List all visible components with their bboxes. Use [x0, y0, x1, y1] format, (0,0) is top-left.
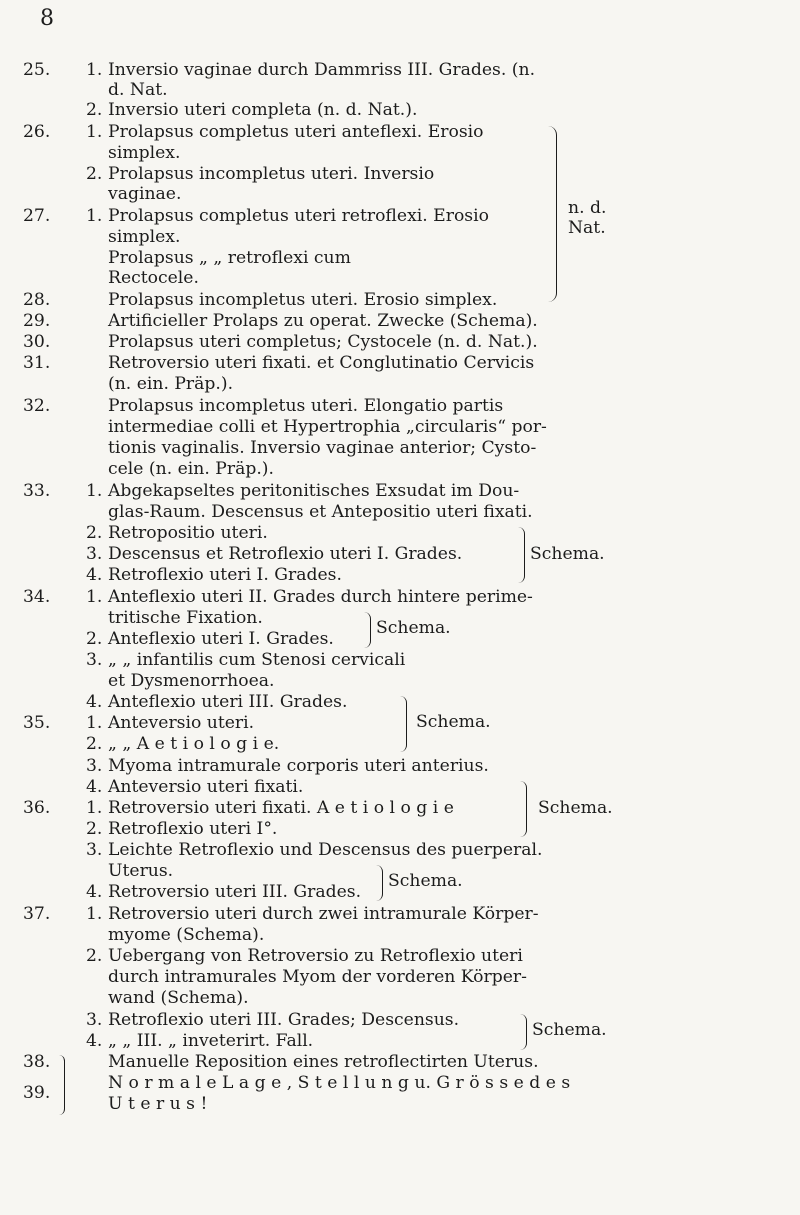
- text-line: Retroflexio uteri I. Grades.: [108, 565, 342, 585]
- text-line: myome (Schema).: [108, 925, 265, 945]
- brace-schema-34: [364, 612, 371, 648]
- text-line: simplex.: [108, 143, 181, 163]
- side-note-nd: n. d.: [568, 198, 607, 218]
- entry-number: 34.: [23, 587, 51, 607]
- text-line: Artificieller Prolaps zu operat. Zwecke (Schema).: [108, 311, 538, 331]
- text-line: Prolapsus completus uteri retroflexi. Erosio: [108, 206, 489, 226]
- text-line: Myoma intramurale corporis uteri anterius.: [108, 756, 489, 776]
- text-line: tionis vaginalis. Inversio vaginae anterior; Cysto-: [108, 438, 537, 458]
- sub-number: 3.: [86, 840, 103, 860]
- entry-number: 26.: [23, 122, 51, 142]
- text-line: tritische Fixation.: [108, 608, 263, 628]
- text-line: vaginae.: [108, 184, 182, 204]
- text-line: Retroversio uteri fixati. et Conglutinatio Cervicis: [108, 353, 535, 373]
- sub-number: 1.: [86, 587, 103, 607]
- sub-number: 1.: [86, 713, 103, 733]
- text-line: (n. ein. Präp.).: [108, 374, 234, 394]
- sub-number: 2.: [86, 734, 103, 754]
- text-line: Uebergang von Retroversio zu Retroflexio uteri: [108, 946, 523, 966]
- text-line: wand (Schema).: [108, 988, 249, 1008]
- text-line: Retroversio uteri fixati. A e t i o l o g i e: [108, 798, 454, 818]
- entry-number-38: 38.: [23, 1052, 51, 1072]
- text-line: cele (n. ein. Präp.).: [108, 459, 274, 479]
- sub-number: 1.: [86, 206, 103, 226]
- entry-number: 25.: [23, 60, 51, 80]
- brace-schema-36b: [376, 865, 383, 901]
- brace-schema-37: [520, 1014, 527, 1050]
- sub-number: 1.: [86, 798, 103, 818]
- text-line: Retroflexio uteri III. Grades; Descensus.: [108, 1010, 460, 1030]
- sub-number: 2.: [86, 164, 103, 184]
- text-line: Rectocele.: [108, 268, 199, 288]
- entry-number: 30.: [23, 332, 51, 352]
- text-line: durch intramurales Myom der vorderen Körper-: [108, 967, 527, 987]
- sub-number: 3.: [86, 650, 103, 670]
- sub-number: 1.: [86, 904, 103, 924]
- text-line: Anteflexio uteri I. Grades.: [108, 629, 334, 649]
- text-line: Uterus.: [108, 861, 174, 881]
- sub-number: 1.: [86, 481, 103, 501]
- text-line: N o r m a l e L a g e , S t e l l u n g u. G r ö s s e d e s: [108, 1073, 571, 1093]
- side-note-schema-36b: Schema.: [388, 871, 463, 891]
- text-line: Prolapsus incompletus uteri. Inversio: [108, 164, 435, 184]
- page-number: 8: [40, 6, 54, 31]
- text-line: Retroversio uteri durch zwei intramurale Körper-: [108, 904, 539, 924]
- brace-schema-36a: [520, 781, 527, 837]
- text-line: „ „ infantilis cum Stenosi cervicali: [108, 650, 406, 670]
- sub-number: 3.: [86, 756, 103, 776]
- text-line: „ „ III. „ inveterirt. Fall.: [108, 1031, 314, 1051]
- entry-number: 29.: [23, 311, 51, 331]
- side-note-nat: Nat.: [568, 218, 606, 238]
- brace-nd-nat: [548, 126, 557, 302]
- sub-number: 4.: [86, 1031, 103, 1051]
- side-note-schema-37: Schema.: [532, 1020, 607, 1040]
- text-line: Manuelle Reposition eines retroflectirten Uterus.: [108, 1052, 539, 1072]
- side-note-schema-35: Schema.: [416, 712, 491, 732]
- text-line: intermediae colli et Hypertrophia „circularis“ por-: [108, 417, 547, 437]
- text-line: Leichte Retroflexio und Descensus des puerperal.: [108, 840, 543, 860]
- sub-number: 4.: [86, 882, 103, 902]
- entry-number: 37.: [23, 904, 51, 924]
- sub-number: 3.: [86, 544, 103, 564]
- sub-number: 3.: [86, 1010, 103, 1030]
- text-line: glas-Raum. Descensus et Antepositio uteri fixati.: [108, 502, 533, 522]
- text-line: „ „ A e t i o l o g i e.: [108, 734, 280, 754]
- sub-number: 2.: [86, 629, 103, 649]
- entry-number: 27.: [23, 206, 51, 226]
- brace-schema-35: [400, 696, 407, 752]
- brace-38-39: [58, 1055, 65, 1115]
- text-line: Inversio uteri completa (n. d. Nat.).: [108, 100, 418, 120]
- entry-number: 31.: [23, 353, 51, 373]
- text-line: Prolapsus completus uteri anteflexi. Erosio: [108, 122, 484, 142]
- text-line: U t e r u s !: [108, 1094, 208, 1114]
- text-line: d. Nat.: [108, 80, 168, 100]
- sub-number: 4.: [86, 565, 103, 585]
- text-line: Anteflexio uteri II. Grades durch hintere perime-: [108, 587, 533, 607]
- text-line: Retroflexio uteri I°.: [108, 819, 278, 839]
- text-line: Anteversio uteri fixati.: [108, 777, 304, 797]
- side-note-schema-34: Schema.: [376, 618, 451, 638]
- text-line: Prolapsus incompletus uteri. Erosio simplex.: [108, 290, 498, 310]
- text-line: Anteflexio uteri III. Grades.: [108, 692, 348, 712]
- text-line: simplex.: [108, 227, 181, 247]
- sub-number: 1.: [86, 122, 103, 142]
- text-line: Retroversio uteri III. Grades.: [108, 882, 362, 902]
- text-line: et Dysmenorrhoea.: [108, 671, 275, 691]
- text-line: Prolapsus „ „ retroflexi cum: [108, 248, 351, 268]
- side-note-schema-33: Schema.: [530, 544, 605, 564]
- text-line: Anteversio uteri.: [108, 713, 255, 733]
- entry-number: 36.: [23, 798, 51, 818]
- entry-number: 28.: [23, 290, 51, 310]
- entry-number: 33.: [23, 481, 51, 501]
- sub-number: 2.: [86, 523, 103, 543]
- sub-number: 1.: [86, 60, 103, 80]
- text-line: Prolapsus uteri completus; Cystocele (n. d. Nat.).: [108, 332, 538, 352]
- sub-number: 4.: [86, 692, 103, 712]
- entry-number: 35.: [23, 713, 51, 733]
- text-line: Retropositio uteri.: [108, 523, 268, 543]
- sub-number: 2.: [86, 946, 103, 966]
- entry-number: 32.: [23, 396, 51, 416]
- sub-number: 4.: [86, 777, 103, 797]
- brace-schema-33: [518, 527, 525, 583]
- text-line: Inversio vaginae durch Dammriss III. Grades. (n.: [108, 60, 536, 80]
- entry-number-39: 39.: [23, 1083, 51, 1103]
- text-line: Prolapsus incompletus uteri. Elongatio partis: [108, 396, 504, 416]
- side-note-schema-36a: Schema.: [538, 798, 613, 818]
- text-line: Descensus et Retroflexio uteri I. Grades.: [108, 544, 463, 564]
- sub-number: 2.: [86, 100, 103, 120]
- sub-number: 2.: [86, 819, 103, 839]
- text-line: Abgekapseltes peritonitisches Exsudat im Dou-: [108, 481, 520, 501]
